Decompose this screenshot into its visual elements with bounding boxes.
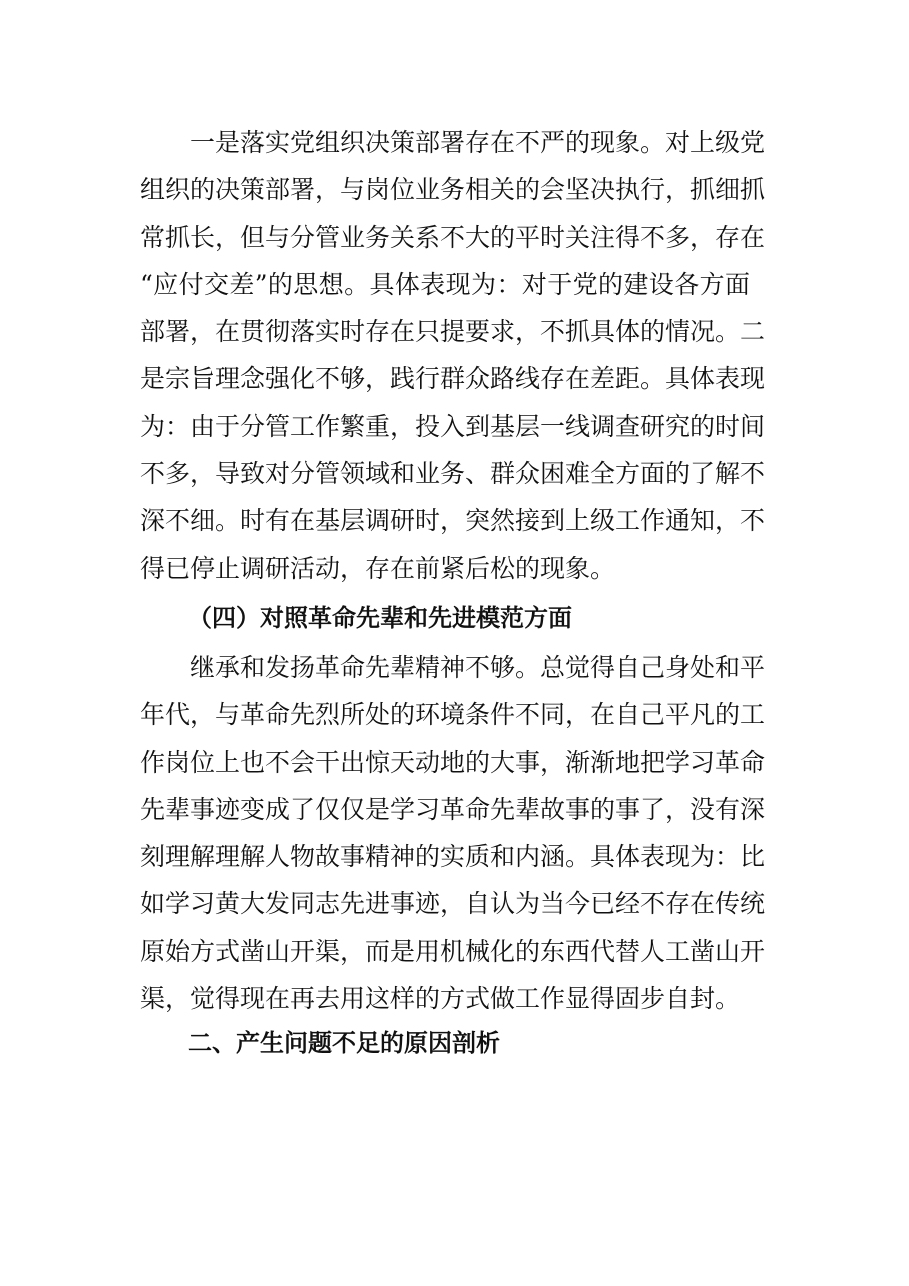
text-line: 部署，在贯彻落实时存在只提要求，不抓具体的情况。二 [140, 317, 766, 347]
text-line: 常抓长，但与分管业务关系不大的平时关注得不多，存在 [140, 222, 766, 252]
text-line: 继承和发扬革命先辈精神不够。总觉得自己身处和平 [190, 653, 766, 682]
section-heading-two: 二、产生问题不足的原因剖析 [188, 1029, 500, 1057]
paragraph-implementation-issues [140, 119, 766, 592]
text-line: 为：由于分管工作繁重，投入到基层一线调查研究的时间 [140, 411, 766, 441]
text-line: 组织的决策部署，与岗位业务相关的会坚决执行，抓细抓 [140, 175, 766, 205]
text-line: “应付交差”的思想。具体表现为：对于党的建设各方面 [140, 269, 750, 299]
text-line: 不多，导致对分管领域和业务、群众困难全方面的了解不 [140, 459, 766, 489]
text-line: 刻理解理解人物故事精神的实质和内涵。具体表现为：比 [140, 842, 766, 872]
text-line: 深不细。时有在基层调研时，突然接到上级工作通知，不 [140, 506, 766, 536]
paragraph-revolutionary-spirit [140, 644, 766, 1022]
text-line: 先辈事迹变成了仅仅是学习革命先辈故事的事了，没有深 [140, 794, 766, 824]
text-line: 如学习黄大发同志先进事迹，自认为当今已经不存在传统 [140, 889, 766, 919]
text-line: 年代，与革命先烈所处的环境条件不同，在自己平凡的工 [140, 700, 766, 730]
text-line: 原始方式凿山开渠，而是用机械化的东西代替人工凿山开 [140, 936, 766, 966]
text-line: 一是落实党组织决策部署存在不严的现象。对上级党 [190, 128, 766, 157]
text-line: 得已停止调研活动，存在前紧后松的现象。 [140, 553, 616, 583]
text-line: 是宗旨理念强化不够，践行群众路线存在差距。具体表现 [140, 364, 766, 394]
section-heading-four: （四）对照革命先辈和先进模范方面 [188, 604, 572, 632]
text-line: 作岗位上也不会干出惊天动地的大事，渐渐地把学习革命 [140, 747, 766, 777]
text-line: 渠，觉得现在再去用这样的方式做工作显得固步自封。 [140, 984, 741, 1014]
